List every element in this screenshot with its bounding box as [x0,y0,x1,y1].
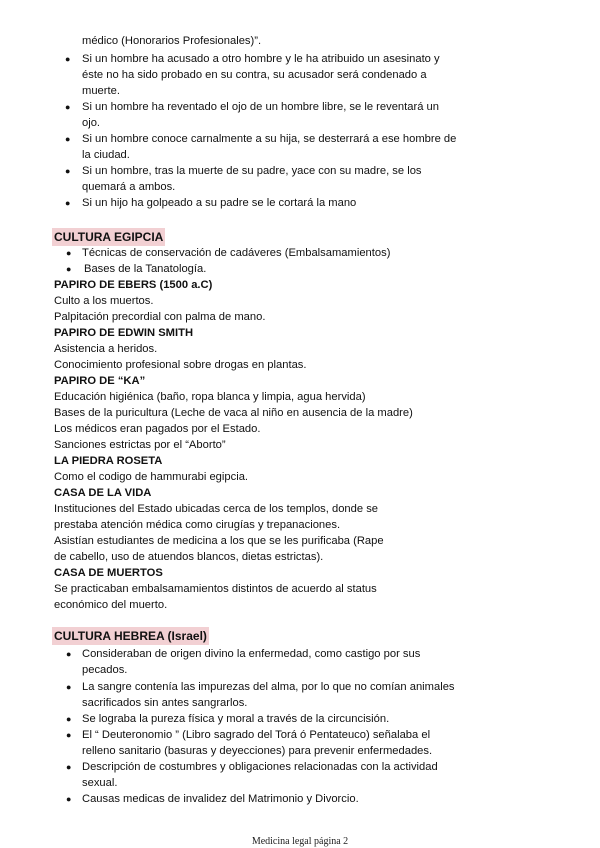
text-line: Bases de la puricultura (Leche de vaca al niño en ausencia de la madre) [54,407,413,419]
text-line: económico del muerto. [54,599,168,611]
list-item-line: Se lograba la pureza física y moral a través de la circuncisión. [82,713,390,725]
bullet-icon: ● [65,102,71,112]
list-item-line: Bases de la Tanatología. [84,263,207,275]
subheading-casa-muertos: CASA DE MUERTOS [54,567,163,579]
list-item-line: sexual. [82,777,118,789]
list-item-line: Si un hombre ha acusado a otro hombre y le ha atribuido un asesinato y [82,53,440,65]
list-item-line: muerte. [82,85,120,97]
list-item-line: la ciudad. [82,149,130,161]
bullet-icon: ● [66,730,72,740]
text-line: Sanciones estrictas por el “Aborto” [54,439,226,451]
list-item-line: La sangre contenía las impurezas del alma, por lo que no comían animales [82,681,455,693]
subheading-smith: PAPIRO DE EDWIN SMITH [54,327,194,339]
bullet-icon: ● [65,198,71,208]
list-item-line: Si un hombre conoce carnalmente a su hija, se desterrará a ese hombre de [82,133,457,145]
section-heading-hebrea: CULTURA HEBREA (Israel) [54,629,207,643]
bullet-icon: ● [65,166,71,176]
bullet-icon: ● [66,264,72,274]
section-heading-egipcia: CULTURA EGIPCIA [54,230,164,244]
list-item-line: Causas medicas de invalidez del Matrimonio y Divorcio. [82,793,359,805]
text-line: Conocimiento profesional sobre drogas en plantas. [54,359,307,371]
list-item-line: Consideraban de origen divino la enfermedad, como castigo por sus [82,648,421,660]
list-item-line: ojo. [82,117,101,129]
bullet-icon: ● [66,762,72,772]
bullet-icon: ● [66,248,72,258]
bullet-icon: ● [65,54,71,64]
text-line: Instituciones del Estado ubicadas cerca de los templos, donde se [54,503,379,515]
bullet-icon: ● [66,649,72,659]
list-item-line: Si un hombre, tras la muerte de su padre, yace con su madre, se los [82,165,422,177]
bullet-icon: ● [66,682,72,692]
list-item-line: sacrificados sin antes sangrarlos. [82,697,248,709]
list-item-line: éste no ha sido probado en su contra, su acusador será condenado a [82,69,427,81]
text-line: Asistencia a heridos. [54,343,158,355]
text-line: Palpitación precordial con palma de mano. [54,311,266,323]
subheading-ka: PAPIRO DE “KA” [54,375,146,387]
text-line: Los médicos eran pagados por el Estado. [54,423,261,435]
subheading-ebers: PAPIRO DE EBERS (1500 a.C) [54,279,213,291]
bullet-icon: ● [66,714,72,724]
list-item-line: pecados. [82,664,128,676]
list-item-line: Si un hijo ha golpeado a su padre se le cortará la mano [82,197,357,209]
list-item-line: El “ Deuteronomio ” (Libro sagrado del Torá ó Pentateuco) señalaba el [82,729,431,741]
list-item-line: quemará a ambos. [82,181,176,193]
list-item-line: relleno sanitario (basuras y deyecciones) para prevenir enfermedades. [82,745,433,757]
text-line: Asistían estudiantes de medicina a los que se les purificaba (Rape [54,535,384,547]
subheading-casa-vida: CASA DE LA VIDA [54,487,152,499]
page-footer: Medicina legal página 2 [251,836,349,847]
bullet-icon: ● [66,794,72,804]
list-item-line: Descripción de costumbres y obligaciones relacionadas con la actividad [82,761,438,773]
text-line: Educación higiénica (baño, ropa blanca y limpia, agua hervida) [54,391,366,403]
list-continuation: médico (Honorarios Profesionales)”. [82,35,262,47]
text-line: Culto a los muertos. [54,295,154,307]
bullet-icon: ● [65,134,71,144]
text-line: Se practicaban embalsamamientos distintos de acuerdo al status [54,583,377,595]
list-item-line: Técnicas de conservación de cadáveres (Embalsamamientos) [82,247,391,259]
text-line: Como el codigo de hammurabi egipcia. [54,471,249,483]
subheading-roseta: LA PIEDRA ROSETA [54,455,163,467]
text-line: de cabello, uso de atuendos blancos, dietas estrictas). [54,551,324,563]
text-line: prestaba atención médica como cirugías y trepanaciones. [54,519,341,531]
list-item-line: Si un hombre ha reventado el ojo de un hombre libre, se le reventará un [82,101,439,113]
